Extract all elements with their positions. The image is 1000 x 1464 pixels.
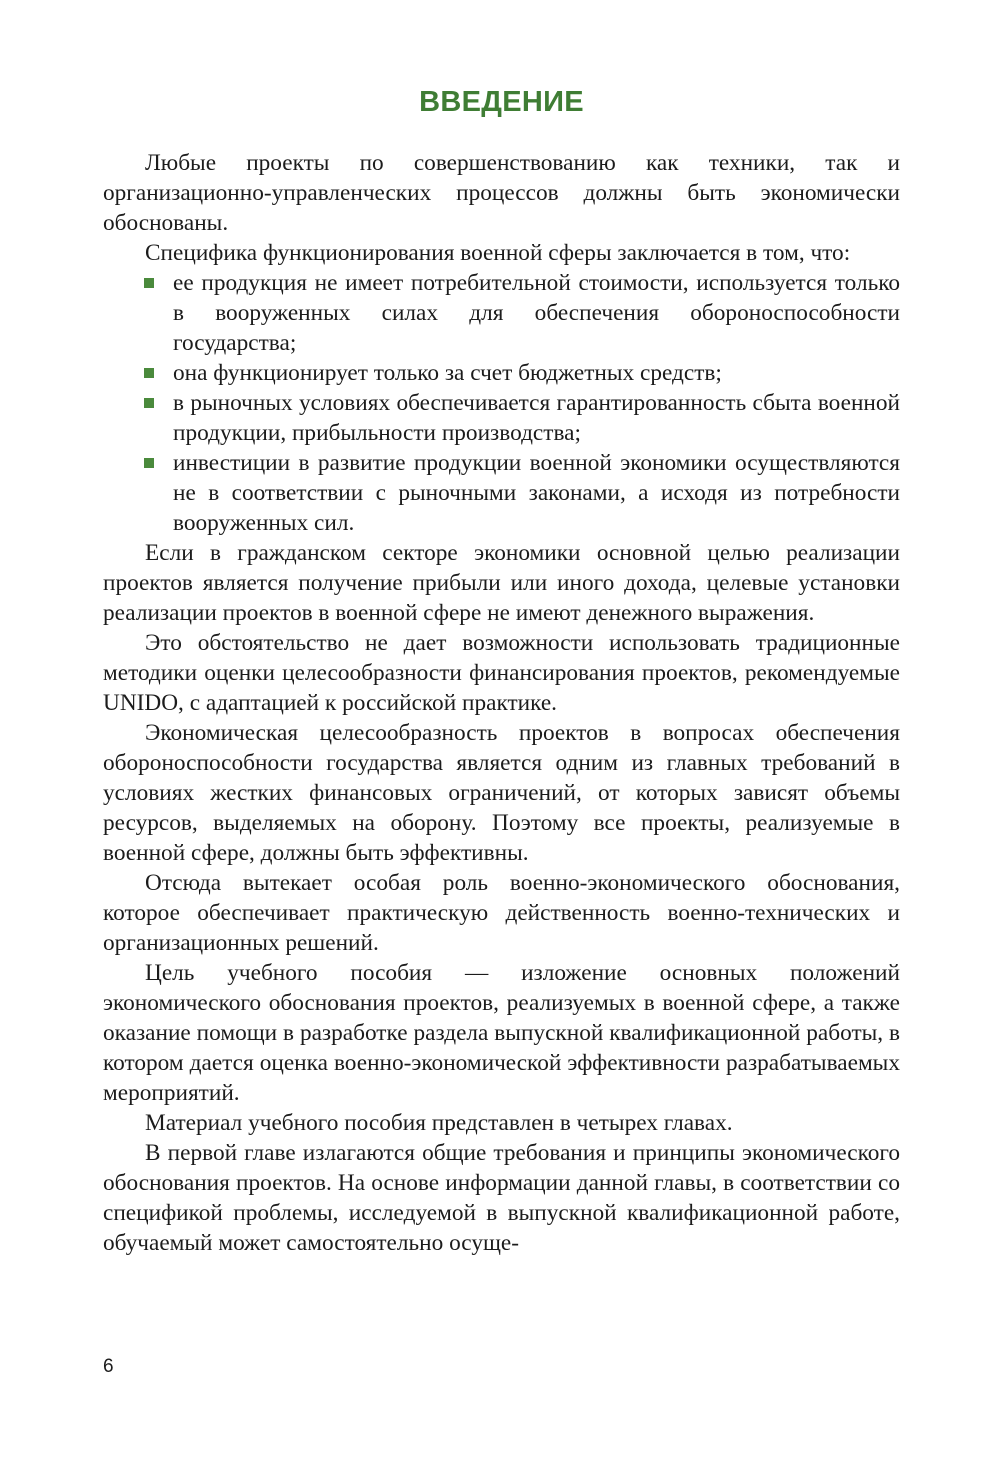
- list-item: [173, 388, 900, 448]
- paragraph: Цель учебного пособия — изложение основных положений экономического обоснования проектов, реализуемых в военной сфере, а также оказание помощи в разработке раздела выпускной квалификационной работы, в котором дается оценка военно-экономической эффективности разрабатываемых мероприятий.: [103, 960, 900, 1106]
- paragraph: Отсюда вытекает особая роль военно-экономического обоснования, которое обеспечивает практическую действенность военно-технических и организационных решений.: [103, 870, 900, 956]
- paragraph: Материал учебного пособия представлен в четырех главах.: [145, 1110, 733, 1136]
- bullet-list: [103, 268, 900, 538]
- paragraph: Любые проекты по совершенствованию как техники, так и организационно-управленческих процессов должны быть экономически обоснованы.: [103, 150, 900, 236]
- paragraph: Это обстоятельство не дает возможности использовать традиционные методики оценки целесообразности финансирования проектов, рекомендуемые UNIDO, с адаптацией к российской практике.: [103, 630, 900, 716]
- paragraph: Специфика функционирования военной сферы заключается в том, что:: [145, 240, 851, 266]
- list-item-text: ее продукция не имеет потребительной стоимости, используется только в вооруженных силах для обеспечения обороноспособности государства;: [173, 270, 900, 356]
- list-item-text: в рыночных условиях обеспечивается гарантированность сбыта военной продукции, прибыльности производства;: [173, 390, 900, 446]
- list-item-text: инвестиции в развитие продукции военной экономики осуществляются не в соответствии с рыночными законами, а исходя из потребности вооруженных сил.: [173, 450, 900, 536]
- page-body: [103, 84, 900, 1258]
- square-bullet-icon: [144, 278, 154, 288]
- list-item: [173, 268, 900, 358]
- square-bullet-icon: [144, 398, 154, 408]
- square-bullet-icon: [144, 458, 154, 468]
- square-bullet-icon: [144, 368, 154, 378]
- paragraph: Если в гражданском секторе экономики основной целью реализации проектов является получение прибыли или иного дохода, целевые установки реализации проектов в военной сфере не имеют денежного выражения.: [103, 540, 900, 626]
- paragraph: В первой главе излагаются общие требования и принципы экономического обоснования проектов. На основе информации данной главы, в соответствии со спецификой проблемы, исследуемой в выпускной квалификационной работе, обучаемый может самостоятельно осуще-: [103, 1140, 900, 1256]
- chapter-title: ВВЕДЕНИЕ: [419, 86, 584, 118]
- page-number: 6: [103, 1356, 114, 1377]
- list-item-text: она функционирует только за счет бюджетных средств;: [173, 360, 722, 386]
- paragraph: Экономическая целесообразность проектов в вопросах обеспечения обороноспособности государства является одним из главных требований в условиях жестких финансовых ограничений, от которых зависят объемы ресурсов, выделяемых на оборону. Поэтому все проекты, реализуемые в военной сфере, должны быть эффективны.: [103, 720, 900, 866]
- list-item: [173, 358, 900, 388]
- list-item: [173, 448, 900, 538]
